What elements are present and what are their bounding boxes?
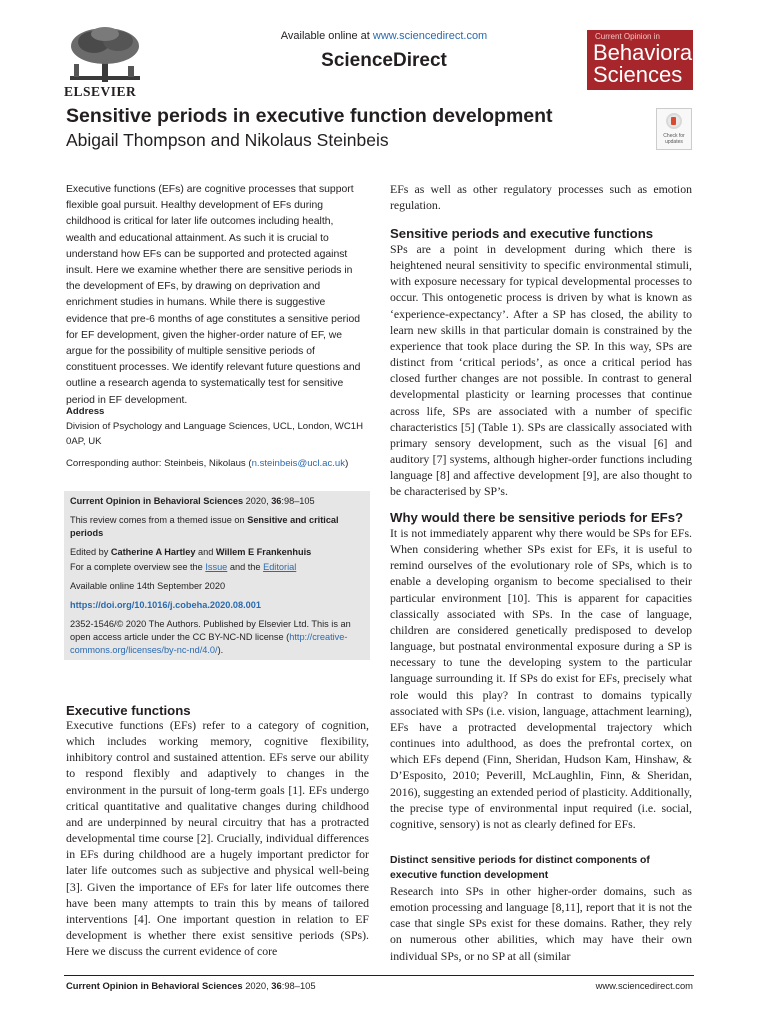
article-title: Sensitive periods in executive function development [66,105,553,127]
section-body-executive-functions: Executive functions (EFs) refer to a category of cognition, which includes working memory, cognitive flexibility, inhibitory control and sustained attention. EFs serve our ability to respond flexibly and adaptively to changes in the environment in the pursuit of long-term goals [1]. EFs undergo critical quantitative and qualitative changes during childhood and are underpinned by neural circuitry that has a protracted developmental time course [2]. Crucially, individual differences in EFs during childhood are a hugely important predictor for later life outcomes such as subjective and physical well-being [3]. Given the importance of EFs for later life outcomes there have been many attempts to train this by means of tailored interventions [4]. One important question in relation to EF development is whether there exist sensitive periods (SPs). Here we discuss the current evidence of core [66,718,369,959]
publisher-name: ELSEVIER [64,84,137,99]
issue-link[interactable]: Issue [205,562,228,572]
bookmark-icon [666,113,682,129]
editorial-link[interactable]: Editorial [263,562,297,572]
section-heading-executive-functions: Executive functions [66,703,191,718]
doi-link[interactable]: https://doi.org/10.1016/j.cobeha.2020.08.001 [70,600,261,610]
info-editors: Edited by Catherine A Hartley and Willem E Frankenhuis [70,547,312,557]
info-overview: For a complete overview see the Issue and the Editorial [70,562,297,572]
address-label: Address [66,406,105,417]
abstract: Executive functions (EFs) are cognitive processes that support flexible goal pursuit. Healthy development of EFs during childhood is critical for later life outcomes including health, wealth and educational attainment. As such it is crucial to understand how EFs can be supported and protected against insult. Here we examine whether there are sensitive periods in the development of EFs, by drawing on deprivation and enrichment studies in humans. While there is suggestive evidence that pre-6 months of age constitutes a sensitive period for EF development, given the higher-order nature of EF, we argue for the possibility of multiple sensitive periods of constituent processes. We identify relevant future questions and outline a research agenda to systematically test for sensitive period in EF development. [66,184,361,406]
section-continuation: EFs as well as other regulatory processes such as emotion regulation. [390,182,692,213]
sciencedirect-link[interactable]: www.sciencedirect.com [372,30,488,42]
footer-citation: Current Opinion in Behavioral Sciences 2020, 36:98–105 [66,980,316,991]
license-link[interactable]: http://creative-commons.org/licenses/by-nc-nd/4.0/ [70,632,348,655]
platform-title: ScienceDirect [321,50,447,71]
section-heading-why-sensitive-periods: Why would there be sensitive periods for EFs? [390,510,684,525]
footer-divider [64,975,694,976]
address-text: Division of Psychology and Language Sciences, UCL, London, WC1H 0AP, UK [66,421,364,447]
info-theme: This review comes from a themed issue on Sensitive and critical periods [70,515,339,538]
check-for-updates-badge[interactable] [656,108,692,150]
footer-url[interactable]: www.sciencedirect.com [595,980,693,991]
info-license: 2352-1546/© 2020 The Authors. Published by Elsevier Ltd. This is an open access article under the CC BY-NC-ND license (http://creative-commons.org/licenses/by-nc-nd/4.0/). [70,619,351,655]
section-body-why-sensitive-periods: It is not immediately apparent why there would be SPs for EFs. When considering whether SPs exist for EFs, it is useful to remind ourselves of the evolutionary role of SPs, which is to enable a developing organism to become specialised to their particular environment [10]. This is apparent for capacities classically associated with SPs. In the case of language, children are considered genetically predisposed to develop language, but postnatal environmental exposure during a SP is necessary to tune the developing system to the particular language surrounding it. If SPs do exist for EFs, precisely what role would this play? In contrast to domains typically associated with SPs (i.e. vision, language, attachment learning), EFs have a protracted developmental trajectory which continues into adulthood, as does the prefrontal cortex, on which EFs depend (Finn, Sheridan, Hudson Kam, Hinshaw, & D’Esposito, 2010; Peverill, McLaughlin, Finn, & Sheridan, 2016), suggesting an extended period of plasticity. Additionally, the precise type of environmental input required (i.e. social, cognitive, sensory) is not as clearly defined for EFs. [390,526,692,831]
author-email-link[interactable]: n.steinbeis@ucl.ac.uk [251,458,346,469]
journal-cover[interactable] [587,30,697,90]
subsection-body-distinct-periods: Research into SPs in other higher-order domains, such as emotion processing and language [8,11], report that it is not the case that single SPs exist for these domains. Rather, they rely on numerous other abilities, which may have their own individual SPs, or no SP at all (similar [390,884,692,963]
journal-cover-small: Current Opinion in [595,32,660,41]
section-body-sensitive-periods: SPs are a point in development during which there is heightened neural sensitivity to specific environmental stimuli, with exposure necessary for typical developmental processes to occur. This ontogenetic process is driven by what is known as ‘experience-expectancy’. After a SP has closed, the ability to learn new skills in that particular domain is constrained by the experience that took place during the SP. In this way, SPs are distinct from ‘critical periods’, as once a critical period has closed further changes are not possible. In contrast to general developmental plasticity or learning processes that continue across life, SPs are associated with a number of specific characteristics [5] (Table 1). SPs are classically associated with primary sensory development, such as the visual [6] and auditory [7] systems, although higher-order functions including language [8] and affective development [9], are also thought to be characterised by SP’s. [390,242,692,499]
subsection-heading-distinct-periods: Distinct sensitive periods for distinct components of executive function development [390,855,650,881]
corresponding-author: Corresponding author: Steinbeis, Nikolaus (n.steinbeis@ucl.ac.uk) [66,458,349,469]
check-for-updates-label: Check for updates [663,133,685,145]
article-authors: Abigail Thompson and Nikolaus Steinbeis [66,130,389,150]
section-heading-sensitive-periods: Sensitive periods and executive functions [390,226,654,241]
article-info-box [64,491,370,660]
available-online-line: Available online at www.sciencedirect.com [280,30,488,42]
info-citation: Current Opinion in Behavioral Sciences 2020, 36:98–105 [70,496,315,506]
journal-cover-line2: Sciences [593,62,683,87]
journal-cover-line1: Behavioral [593,40,697,65]
info-available-online: Available online 14th September 2020 [70,581,226,591]
